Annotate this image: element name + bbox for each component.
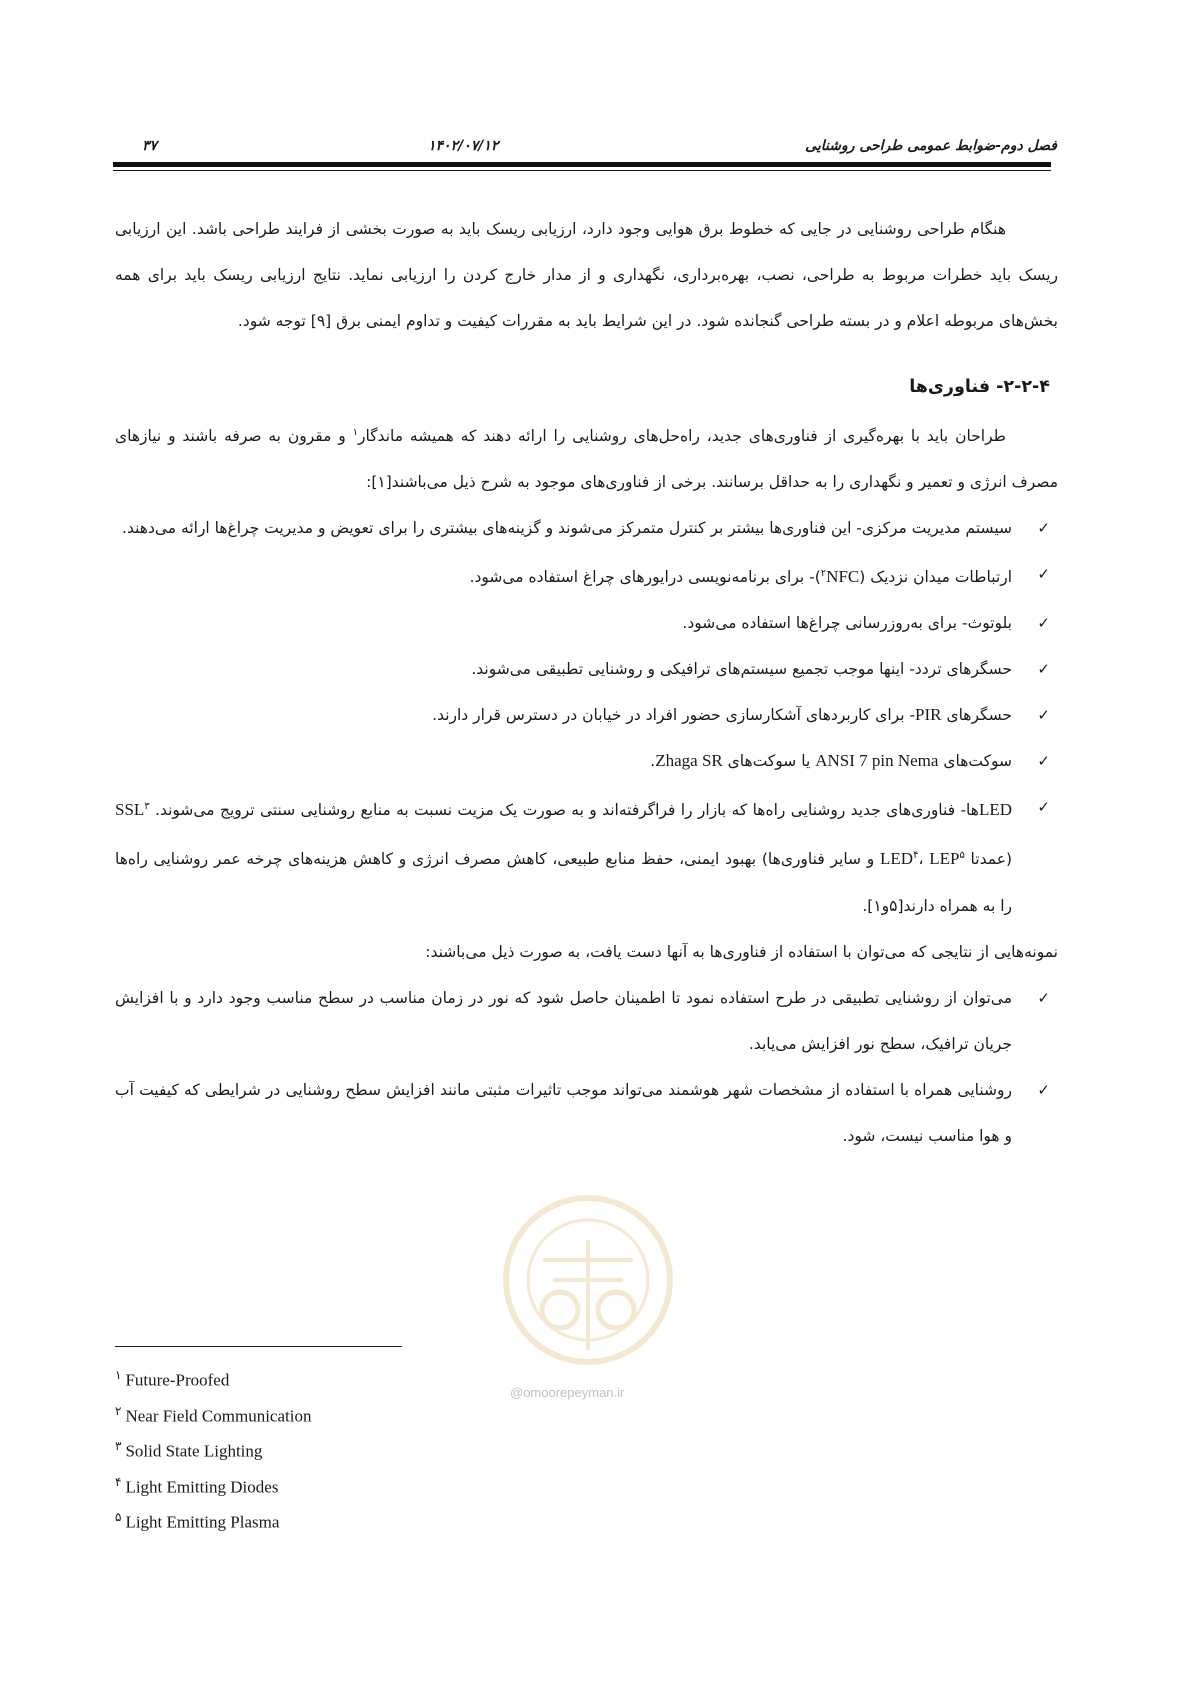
list-item	[115, 551, 1058, 600]
footnote	[115, 1500, 311, 1536]
footnote-number: ۱	[115, 1368, 122, 1382]
list-item-text: و سایر فناوری‌ها) بهبود ایمنی، حفظ منابع طبیعی، کاهش مصرف انرژی و کاهش هزینه‌های چرخه عمر روشنایی راه‌ها را به همراه دارند[۵و۱].	[115, 850, 1012, 915]
results-intro: نمونه‌هایی از نتایجی که می‌توان با استفاده از فناوری‌ها به آنها دست یافت، به صورت ذیل می‌باشند:	[425, 942, 1058, 961]
check-icon: ✓	[1037, 798, 1050, 817]
check-icon: ✓	[1037, 1080, 1050, 1099]
led-abbr: LED	[978, 800, 1012, 820]
list-item	[115, 975, 1058, 1067]
intro-paragraph: هنگام طراحی روشنایی در جایی که خطوط برق هوایی وجود دارد، ارزیابی ریسک باید به صورت بخشی از فرایند طراحی باشد. این ارزیابی ریسک باید خطرات مربوط به طراحی، نصب، بهره‌برداری، نگهداری و از مدار خارج کردن را ارزیابی نماید. نتایج ارزیابی ریسک باید برای همه بخش‌های مربوطه اعلام و در بسته طراحی گنجانده شود. در این شرایط باید به مقررات کیفیت و تداوم ایمنی برق [۹] توجه شود.	[115, 220, 1058, 330]
list-item-text: ارتباطات میدان نزدیک (	[859, 568, 1012, 587]
list-item-text: (عمدتا	[964, 850, 1012, 869]
list-item-text: )- برای برنامه‌نویسی درایورهای چراغ استفاده می‌شود.	[469, 568, 821, 587]
list-item	[115, 784, 1058, 928]
list-item-text: روشنایی همراه با استفاده از مشخصات شهر هوشمند می‌تواند موجب تاثیرات مثبتی مانند افزایش سطح روشنایی در شرایطی که کیفیت آب و هوا مناسب نیست، شود.	[115, 1080, 1012, 1145]
nfc-abbr: NFC	[826, 567, 860, 587]
footnote-ref-2: ۲	[820, 568, 827, 580]
check-icon: ✓	[1037, 565, 1050, 584]
tech-intro-text-2: و مقرون به صرفه باشند و نیازهای مصرف انرژی و تعمیر و نگهداری را به حداقل برسانند. برخی از فناوری‌های موجود به شرح ذیل می‌باشند[۱]:	[115, 427, 1058, 492]
list-item	[115, 600, 1058, 646]
list-item	[115, 738, 1058, 784]
watermark-text: @omoorepeyman.ir	[510, 1385, 625, 1400]
footnote-ref-3: ۳	[144, 801, 150, 813]
header-rule	[113, 162, 1051, 167]
list-item-text: بلوتوث- برای به‌روزرسانی چراغ‌ها استفاده می‌شود.	[682, 614, 1012, 633]
ansi-socket-term: ANSI 7 pin Nema	[815, 751, 939, 771]
footnotes	[115, 1358, 311, 1536]
footnote-number: ۴	[115, 1474, 122, 1489]
footnote-number: ۳	[115, 1439, 122, 1453]
footnote	[115, 1394, 311, 1430]
list-item-text: سیستم مدیریت مرکزی- این فناوری‌ها بیشتر بر کنترل متمرکز می‌شوند و گزینه‌های بیشتری را برای تعویض و مدیریت چراغ‌ها ارائه می‌دهند.	[122, 519, 1012, 538]
list-item-text: سوکت‌های	[938, 752, 1012, 771]
footnote-text: Light Emitting Plasma	[125, 1512, 280, 1532]
check-icon: ✓	[1037, 519, 1050, 538]
footnote-number: ۵	[115, 1510, 122, 1524]
page-number: ۳۷	[142, 138, 158, 154]
footnote-ref-1: ۱	[352, 427, 358, 438]
check-icon: ✓	[1037, 660, 1050, 679]
list-item	[115, 505, 1058, 551]
results-list	[115, 975, 1058, 1159]
list-item-text: حسگرهای	[941, 706, 1012, 725]
led-abbr: LED	[880, 849, 914, 869]
footnote-ref-4: ۴	[913, 850, 919, 862]
watermark-logo	[498, 1190, 678, 1370]
list-item-text: می‌توان از روشنایی تطبیقی در طرح استفاده نمود تا اطمینان حاصل شود که نور در زمان مناسب در سطح مناسب وجود دارد و با افزایش جریان ترافیک، سطح نور افزایش می‌یابد.	[115, 988, 1012, 1053]
list-item	[115, 692, 1058, 738]
ssl-abbr: SSL	[115, 800, 145, 820]
footnote	[115, 1429, 311, 1465]
footnote-text: Future-Proofed	[125, 1370, 230, 1390]
page-body	[115, 206, 1058, 1159]
footnote-ref-5: ۵	[959, 850, 965, 862]
footnote-text: Solid State Lighting	[125, 1441, 263, 1461]
check-icon: ✓	[1037, 706, 1050, 725]
footnote-text: Near Field Communication	[125, 1406, 312, 1426]
footnote-separator	[115, 1346, 402, 1347]
list-item-text: یا سوکت‌های	[722, 752, 816, 771]
footnote-text: Light Emitting Diodes	[125, 1477, 279, 1497]
list-item-text: ،	[918, 850, 930, 869]
tech-intro-paragraph	[115, 410, 1058, 505]
check-icon: ✓	[1037, 752, 1050, 771]
check-icon: ✓	[1037, 988, 1050, 1007]
pir-abbr: PIR	[915, 705, 942, 725]
list-item-text: حسگرهای تردد- اینها موجب تجمیع سیستم‌های ترافیکی و روشنایی تطبیقی می‌شوند.	[471, 660, 1012, 679]
check-icon: ✓	[1037, 614, 1050, 633]
footnote	[115, 1465, 311, 1501]
list-item-text: ها- فناوری‌های جدید روشنایی راه‌ها که بازار را فراگرفته‌اند و به صورت یک مزیت نسبت به منابع روشنایی سنتی ترویج می‌شوند.	[149, 801, 979, 820]
zhaga-socket-term: Zhaga SR	[655, 751, 723, 771]
list-item-text: - برای کاربردهای آشکارسازی حضور افراد در خیابان در دسترس قرار دارند.	[432, 706, 916, 725]
list-item	[115, 1067, 1058, 1159]
footnote-number: ۲	[115, 1403, 122, 1418]
list-item	[115, 646, 1058, 692]
tech-list	[115, 505, 1058, 928]
tech-intro-text-1: طراحان باید با بهره‌گیری از فناوری‌های جدید، راه‌حل‌های روشنایی را ارائه دهند که همیشه ماندگار	[357, 427, 1006, 446]
section-heading: ۲-۲-۴- فناوری‌ها	[909, 377, 1050, 397]
header-rule-thin	[113, 170, 1051, 171]
watermark-seal-icon	[506, 1198, 670, 1362]
lep-abbr: LEP	[929, 849, 960, 869]
chapter-title: فصل دوم-ضوابط عمومی طراحی روشنایی	[805, 138, 1057, 154]
list-item-text: .	[650, 752, 656, 771]
header-date: ۱۴۰۲/۰۷/۱۲	[428, 138, 499, 154]
footnote	[115, 1358, 311, 1394]
